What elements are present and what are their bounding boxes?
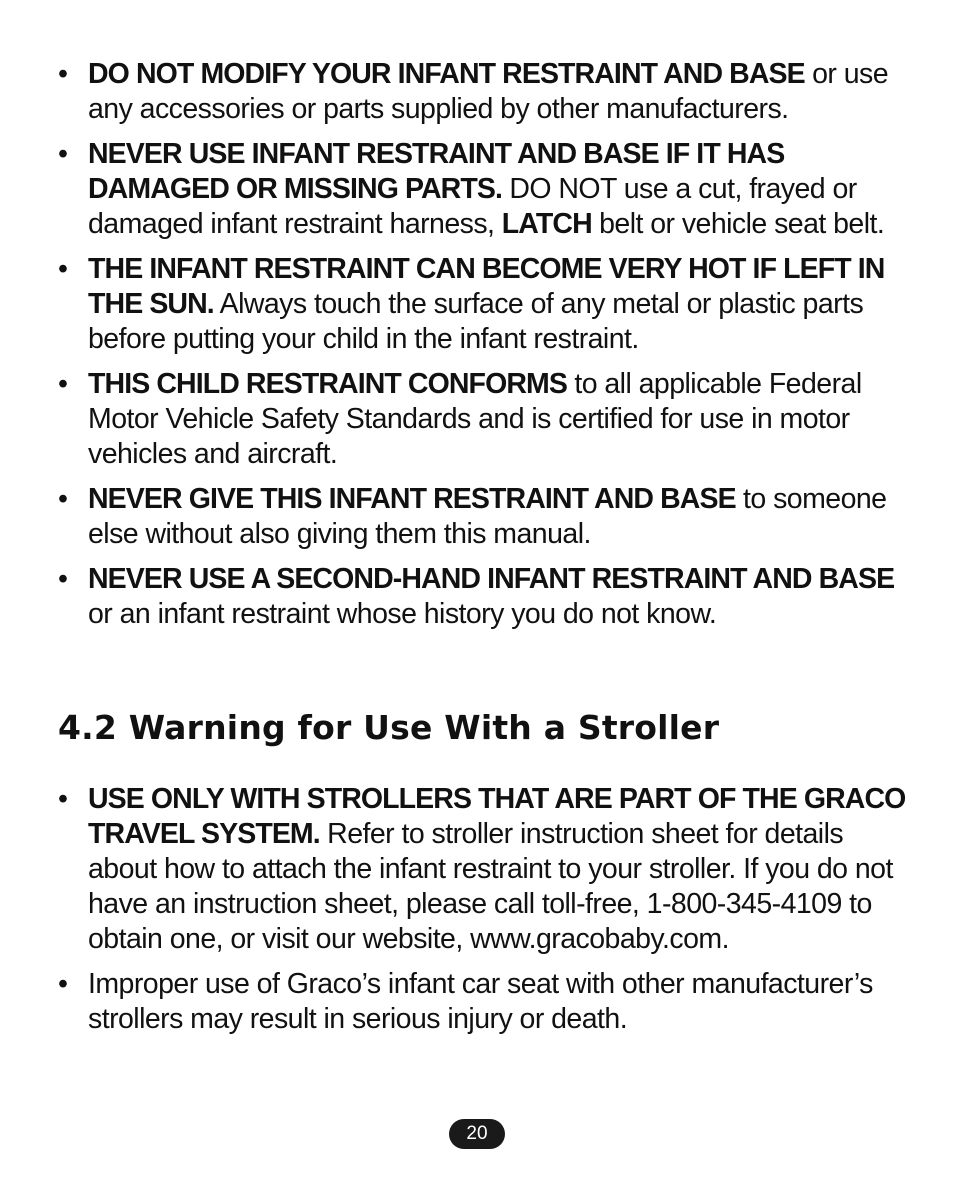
warning-text: or use any accessories or parts supplied by other manufacturers. [88,58,889,125]
warning-item [58,562,908,632]
warning-bold-text: THE INFANT RESTRAINT CAN BECOME VERY HOT IF LEFT IN THE SUN. [88,253,885,320]
page-number-badge: 20 [449,1119,505,1149]
warning-item [58,252,908,357]
bullet: • [58,483,68,515]
warning-bold-text: LATCH [501,208,592,240]
bullet: • [58,968,68,1000]
warning-item [58,782,908,957]
warning-text: to someone else without also giving them this manual. [88,483,887,550]
warning-text: Always touch the surface of any metal or plastic parts before putting your child in the infant restraint. [88,288,864,355]
warning-text: belt or vehicle seat belt. [591,208,885,240]
warning-bold-text: DO NOT MODIFY YOUR INFANT RESTRAINT AND BASE [88,58,805,90]
warning-bold-text: NEVER USE INFANT RESTRAINT AND BASE IF IT HAS DAMAGED OR MISSING PARTS. [88,138,785,205]
warning-item [58,137,908,242]
bullet: • [58,368,68,400]
bullet: • [58,253,68,285]
warning-bold-text: NEVER USE A SECOND-HAND INFANT RESTRAINT AND BASE [88,563,895,595]
warning-text: DO NOT use a cut, frayed or damaged infant restraint harness, [88,173,857,240]
warning-bold-text: NEVER GIVE THIS INFANT RESTRAINT AND BASE [88,483,736,515]
warning-item [58,482,908,552]
bullet: • [58,783,68,815]
warnings-list-stroller [58,782,908,1047]
bullet: • [58,563,68,595]
warning-text: Improper use of Graco’s infant car seat with other manufacturer’s strollers may result in serious injury or death. [88,968,873,1035]
warning-text: Refer to stroller instruction sheet for details about how to attach the infant restraint to your stroller. If you do not have an instruction sheet, please call toll-free, 1-800-345-4109 to obtain one, or visit our website, www.gracobaby.com. [88,818,893,955]
warnings-list-general [58,57,908,642]
warning-text: or an infant restraint whose history you do not know. [88,598,717,630]
warning-item [58,367,908,472]
bullet: • [58,138,68,170]
warning-bold-text: USE ONLY WITH STROLLERS THAT ARE PART OF THE GRACO TRAVEL SYSTEM. [88,783,906,850]
warning-bold-text: THIS CHILD RESTRAINT CONFORMS [88,368,567,400]
warning-item [58,57,908,127]
warning-item [58,967,908,1037]
section-heading: 4.2 Warning for Use With a Stroller [58,708,720,747]
warning-text: to all applicable Federal Motor Vehicle Safety Standards and is certified for use in motor vehicles and aircraft. [88,368,862,470]
bullet: • [58,58,68,90]
